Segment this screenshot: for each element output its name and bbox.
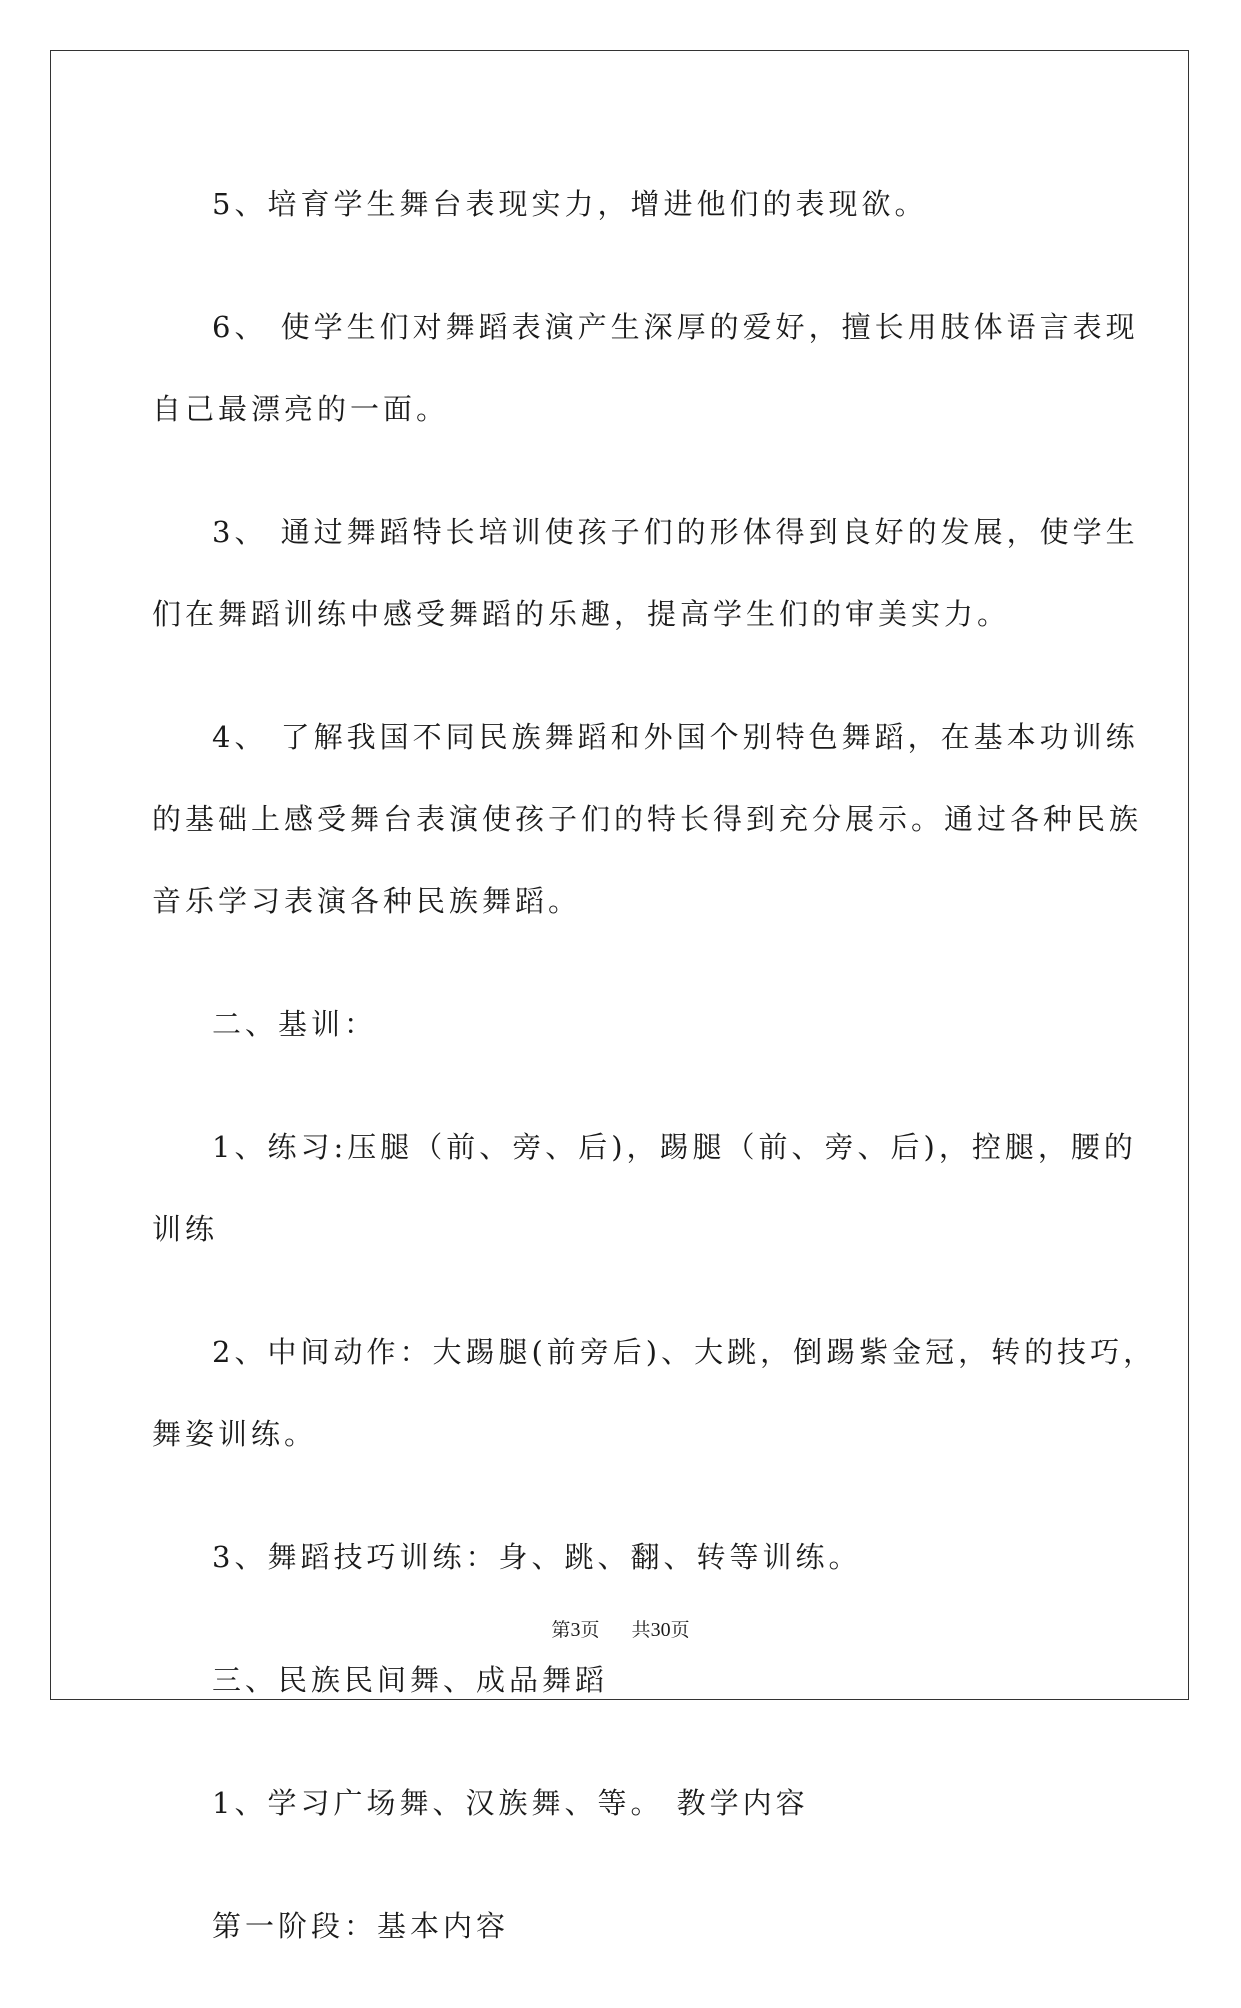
page-number-label: 第3页 — [551, 1619, 600, 1641]
paragraph — [152, 1885, 1092, 1967]
paragraph — [152, 1762, 1092, 1844]
total-page-number: 30 — [650, 1619, 671, 1641]
text-line: 1、学习广场舞、汉族舞、等。 教学内容 — [212, 1786, 809, 1820]
text-line: 4、 了解我国不同民族舞蹈和外国个别特色舞蹈，在基本功训练 — [212, 720, 1139, 754]
paragraph — [152, 286, 1139, 450]
document-body — [152, 163, 1157, 2008]
text-line: 2、中间动作：大踢腿(前旁后)、大跳，倒踢紫金冠，转的技巧， — [212, 1335, 1157, 1369]
text-line: 音乐学习表演各种民族舞蹈。 — [152, 884, 582, 918]
text-line: 的基础上感受舞台表演使孩子们的特长得到充分展示。通过各种民族 — [152, 802, 1143, 836]
paragraph — [152, 1106, 1137, 1270]
paragraph — [152, 491, 1139, 655]
text-line: 舞姿训练。 — [152, 1417, 318, 1451]
text-line: 3、舞蹈技巧训练：身、跳、翻、转等训练。 — [212, 1540, 862, 1574]
text-line: 自己最漂亮的一面。 — [152, 392, 450, 426]
paragraph — [152, 163, 1092, 245]
current-page-number: 3 — [570, 1619, 581, 1641]
paragraph — [152, 1516, 1092, 1598]
text-line: 三、民族民间舞、成品舞蹈 — [212, 1663, 609, 1697]
text-line: 们在舞蹈训练中感受舞蹈的乐趣，提高学生们的审美实力。 — [152, 597, 1011, 631]
text-line: 6、 使学生们对舞蹈表演产生深厚的爱好，擅长用肢体语言表现 — [212, 310, 1139, 344]
text-line: 3、 通过舞蹈特长培训使孩子们的形体得到良好的发展，使学生 — [212, 515, 1139, 549]
text-line: 第一阶段：基本内容 — [212, 1909, 510, 1943]
paragraph — [152, 696, 1143, 942]
section-heading — [152, 983, 1092, 1065]
text-line: 二、基训： — [212, 1007, 378, 1041]
page-footer — [0, 1618, 1241, 1642]
paragraph — [152, 1311, 1157, 1475]
text-line: 1、练习:压腿（前、旁、后)，踢腿（前、旁、后)，控腿，腰的 — [212, 1130, 1137, 1164]
text-line: 5、培育学生舞台表现实力，增进他们的表现欲。 — [212, 187, 928, 221]
section-heading — [152, 1639, 1092, 1721]
text-line: 训练 — [152, 1212, 219, 1246]
total-pages-label: 共30页 — [631, 1619, 690, 1641]
